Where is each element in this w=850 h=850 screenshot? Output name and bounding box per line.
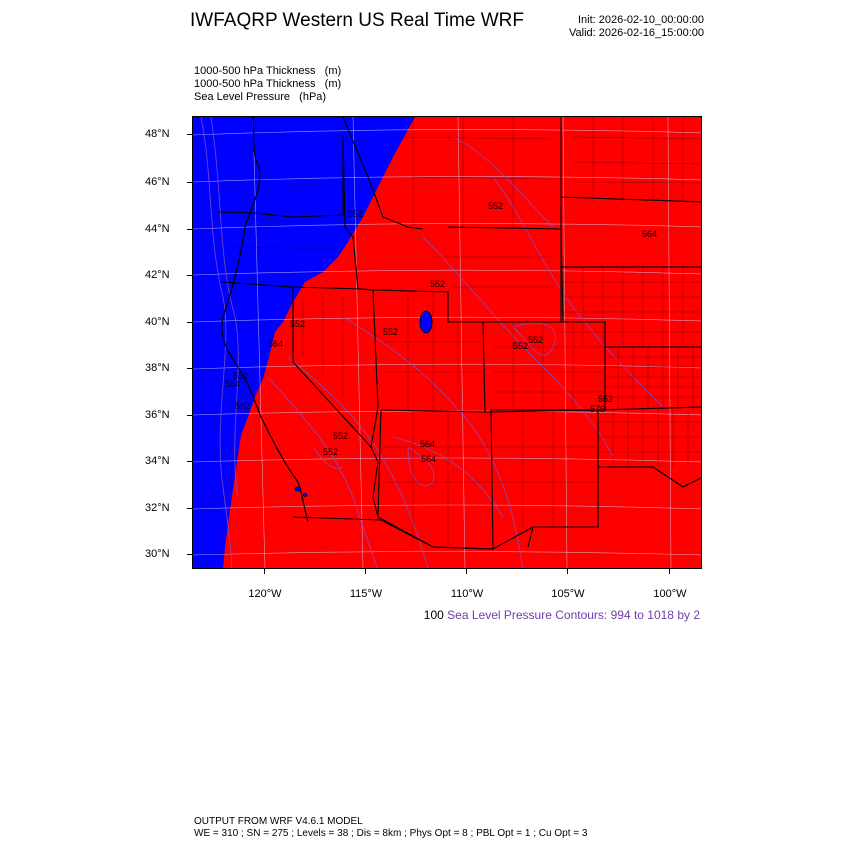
lat-tick — [187, 554, 192, 555]
thickness-label: 552 — [333, 431, 349, 441]
thickness-label: 576 — [590, 404, 606, 414]
lat-label: 30°N — [145, 548, 170, 560]
contour-info-number: 100 — [423, 608, 444, 622]
plot-title: IWFAQRP Western US Real Time WRF — [190, 10, 524, 31]
lat-tick — [187, 415, 192, 416]
thickness-label: 552 — [488, 201, 504, 211]
model-footer — [194, 816, 587, 840]
lon-tick — [264, 569, 265, 574]
thickness-label: 564 — [642, 229, 658, 239]
thickness-label: 564 — [268, 339, 284, 349]
field-label-2: 1000-500 hPa Thickness (m) — [194, 78, 342, 90]
field-label-3: Sea Level Pressure (hPa) — [194, 91, 327, 103]
lat-tick — [187, 229, 192, 230]
lat-label: 46°N — [145, 176, 170, 188]
valid-time: Valid: 2026-02-16_15:00:00 — [569, 27, 704, 39]
thickness-label: 552 — [598, 394, 614, 404]
lat-tick — [187, 508, 192, 509]
map-panel — [192, 116, 702, 569]
thickness-label: 552 — [235, 401, 251, 411]
thickness-label: 552 — [430, 279, 446, 289]
thickness-label: 552 — [348, 209, 364, 219]
lat-tick — [187, 182, 192, 183]
contour-info — [424, 608, 700, 622]
lat-label: 44°N — [145, 223, 170, 235]
thickness-label: 552 — [383, 327, 399, 337]
lat-tick — [187, 275, 192, 276]
thickness-label: 552 — [513, 341, 529, 351]
lon-tick — [466, 569, 467, 574]
lon-label: 110°W — [450, 588, 484, 600]
lon-tick — [669, 569, 670, 574]
contour-info-text: Sea Level Pressure Contours: 994 to 1018 by 2 — [447, 608, 700, 622]
lon-label: 105°W — [551, 588, 585, 600]
thickness-label: 564 — [420, 439, 436, 449]
lat-tick — [187, 322, 192, 323]
field-label-1: 1000-500 hPa Thickness (m) — [194, 65, 342, 77]
footer-line-2: WE = 310 ; SN = 275 ; Levels = 38 ; Dis = 8km ; Phys Opt = 8 ; PBL Opt = 1 ; Cu Opt = 3 — [194, 828, 588, 839]
thickness-label: 552 — [290, 319, 306, 329]
field-legend — [194, 65, 341, 104]
thickness-label: 564 — [421, 454, 437, 464]
lat-label: 40°N — [145, 316, 170, 328]
lon-tick — [365, 569, 366, 574]
lat-tick — [187, 368, 192, 369]
lat-label: 42°N — [145, 269, 170, 281]
lat-label: 36°N — [145, 409, 170, 421]
lat-tick — [187, 461, 192, 462]
time-info — [569, 14, 704, 40]
lat-label: 38°N — [145, 362, 170, 374]
thickness-label: 552 — [528, 335, 544, 345]
lon-label: 120°W — [248, 588, 282, 600]
thickness-label: 552 — [323, 447, 339, 457]
lon-label: 100°W — [653, 588, 687, 600]
init-time: Init: 2026-02-10_00:00:00 — [578, 14, 704, 26]
lat-label: 34°N — [145, 455, 170, 467]
thickness-label: 552 — [233, 371, 249, 381]
lon-label: 115°W — [349, 588, 383, 600]
footer-line-1: OUTPUT FROM WRF V4.6.1 MODEL — [194, 816, 363, 827]
thickness-label: 564 — [225, 379, 241, 389]
lat-label: 48°N — [145, 128, 170, 140]
lat-tick — [187, 134, 192, 135]
lat-label: 32°N — [145, 502, 170, 514]
lon-tick — [567, 569, 568, 574]
map-canvas — [193, 117, 702, 569]
